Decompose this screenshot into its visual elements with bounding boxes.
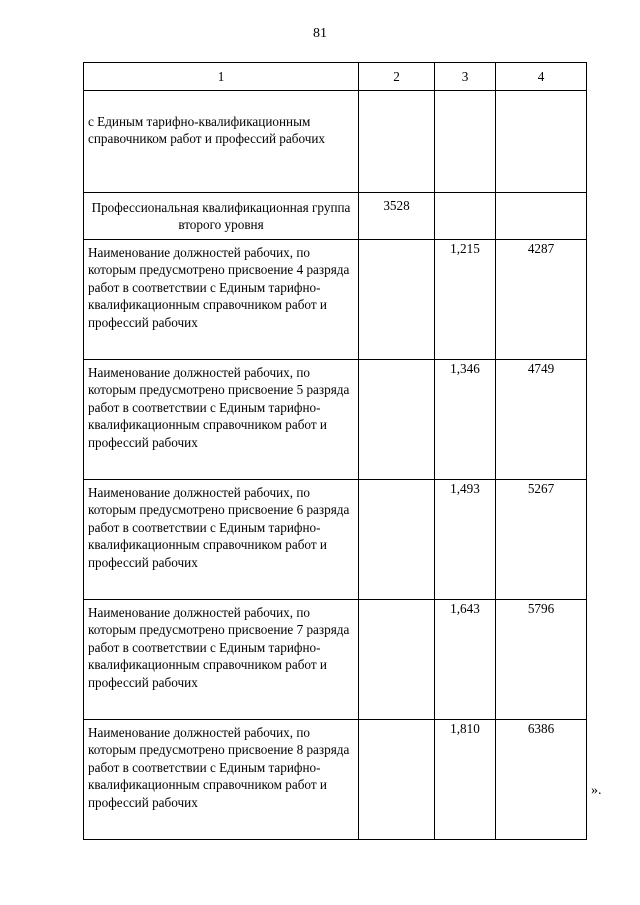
- coefficient-cell: [435, 91, 496, 193]
- base-salary-cell: [359, 91, 435, 193]
- salary-cell: 6386: [496, 720, 587, 840]
- base-salary-cell: [359, 600, 435, 720]
- group-name-cell: Профессиональная квалификационная группа второго уровня: [84, 193, 359, 240]
- coefficient-cell: 1,346: [435, 360, 496, 480]
- base-salary-cell: [359, 720, 435, 840]
- salary-cell: [496, 91, 587, 193]
- table-row: [84, 240, 587, 360]
- column-header-1: 1: [84, 63, 359, 91]
- table-row: [84, 720, 587, 840]
- table-row: [84, 480, 587, 600]
- base-salary-cell: [359, 360, 435, 480]
- salary-cell: 5267: [496, 480, 587, 600]
- coefficient-cell: 1,493: [435, 480, 496, 600]
- coefficient-cell: 1,643: [435, 600, 496, 720]
- position-name-cell: Наименование должностей рабочих, по которым предусмотрено присвоение 4 разряда работ в соответствии с Единым тарифно-квалификационным справочником работ и профессий рабочих: [84, 240, 359, 360]
- coefficient-cell: [435, 193, 496, 240]
- base-salary-cell: [359, 480, 435, 600]
- column-header-4: 4: [496, 63, 587, 91]
- coefficient-cell: 1,810: [435, 720, 496, 840]
- table-header-row: [84, 63, 587, 91]
- table-row: [84, 360, 587, 480]
- position-name-cell: Наименование должностей рабочих, по которым предусмотрено присвоение 8 разряда работ в соответствии с Единым тарифно-квалификационным справочником работ и профессий рабочих: [84, 720, 359, 840]
- base-salary-cell: 3528: [359, 193, 435, 240]
- position-name-cell: Наименование должностей рабочих, по которым предусмотрено присвоение 7 разряда работ в соответствии с Единым тарифно-квалификационным справочником работ и профессий рабочих: [84, 600, 359, 720]
- base-salary-cell: [359, 240, 435, 360]
- column-header-3: 3: [435, 63, 496, 91]
- position-name-cell: с Единым тарифно-квалификационным справочником работ и профессий рабочих: [84, 91, 359, 193]
- table-row: [84, 600, 587, 720]
- page-number: 81: [313, 26, 327, 41]
- salary-cell: 4749: [496, 360, 587, 480]
- column-header-2: 2: [359, 63, 435, 91]
- table-row: [84, 193, 587, 240]
- salary-cell: [496, 193, 587, 240]
- salary-table: [83, 62, 587, 840]
- salary-cell: 4287: [496, 240, 587, 360]
- closing-quote-mark: ».: [591, 783, 602, 798]
- table-row: [84, 91, 587, 193]
- salary-cell: 5796: [496, 600, 587, 720]
- position-name-cell: Наименование должностей рабочих, по которым предусмотрено присвоение 6 разряда работ в соответствии с Единым тарифно-квалификационным справочником работ и профессий рабочих: [84, 480, 359, 600]
- coefficient-cell: 1,215: [435, 240, 496, 360]
- position-name-cell: Наименование должностей рабочих, по которым предусмотрено присвоение 5 разряда работ в соответствии с Единым тарифно-квалификационным справочником работ и профессий рабочих: [84, 360, 359, 480]
